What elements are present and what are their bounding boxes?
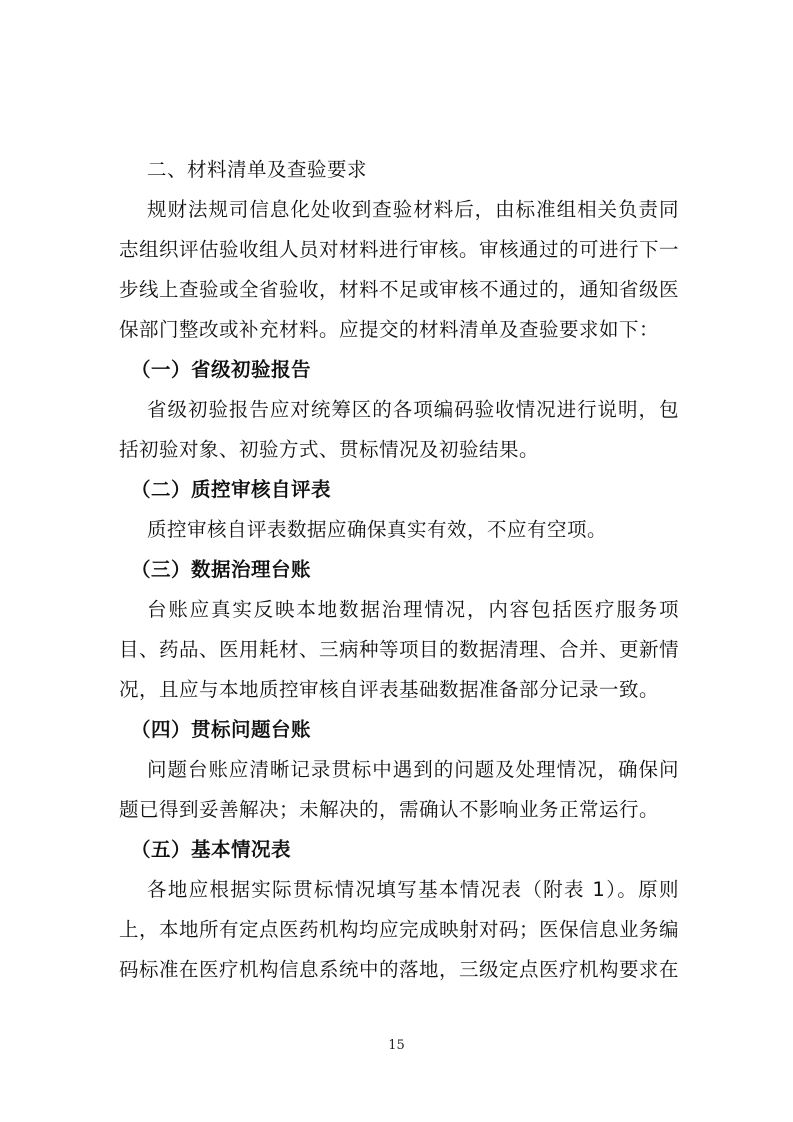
subsection-body-basic-info: 各地应根据实际贯标情况填写基本情况表（附表 1）。原则上，本地所有定点医药机构均应完成映射对码；医保信息业务编码标准在医疗机构信息系统中的落地，三级定点医疗机构要求在 bbox=[119, 878, 680, 981]
document-body bbox=[119, 150, 679, 990]
subsection-body-issue-ledger: 问题台账应清晰记录贯标中遇到的问题及处理情况，确保问题已得到妥善解决；未解决的，需确认不影响业务正常运行。 bbox=[119, 758, 679, 821]
subsection-title-data-governance: （三）数据治理台账 bbox=[131, 558, 312, 581]
section-intro-paragraph: 规财法规司信息化处收到查验材料后，由标准组相关负责同志组织评估验收组人员对材料进行审核。审核通过的可进行下一步线上查验或全省验收，材料不足或审核不通过的，通知省级医保部门整改或补充材料。应提交的材料清单及查验要求如下： bbox=[119, 198, 680, 341]
subsection-title-basic-info: （五）基本情况表 bbox=[131, 838, 292, 861]
subsection-body-data-governance: 台账应真实反映本地数据治理情况，内容包括医疗服务项目、药品、医用耗材、三病种等项目的数据清理、合并、更新情况，且应与本地质控审核自评表基础数据准备部分记录一致。 bbox=[119, 598, 680, 701]
subsection-body-self-evaluation: 质控审核自评表数据应确保真实有效，不应有空项。 bbox=[147, 518, 608, 541]
page-number: 15 bbox=[388, 1038, 405, 1053]
subsection-body-initial-report: 省级初验报告应对统筹区的各项编码验收情况进行说明，包括初验对象、初验方式、贯标情况及初验结果。 bbox=[119, 398, 679, 461]
subsection-title-issue-ledger: （四）贯标问题台账 bbox=[131, 718, 312, 741]
subsection-title-initial-report: （一）省级初验报告 bbox=[131, 358, 312, 381]
subsection-title-self-evaluation: （二）质控审核自评表 bbox=[131, 478, 332, 501]
section-heading: 二、材料清单及查验要求 bbox=[147, 158, 368, 181]
